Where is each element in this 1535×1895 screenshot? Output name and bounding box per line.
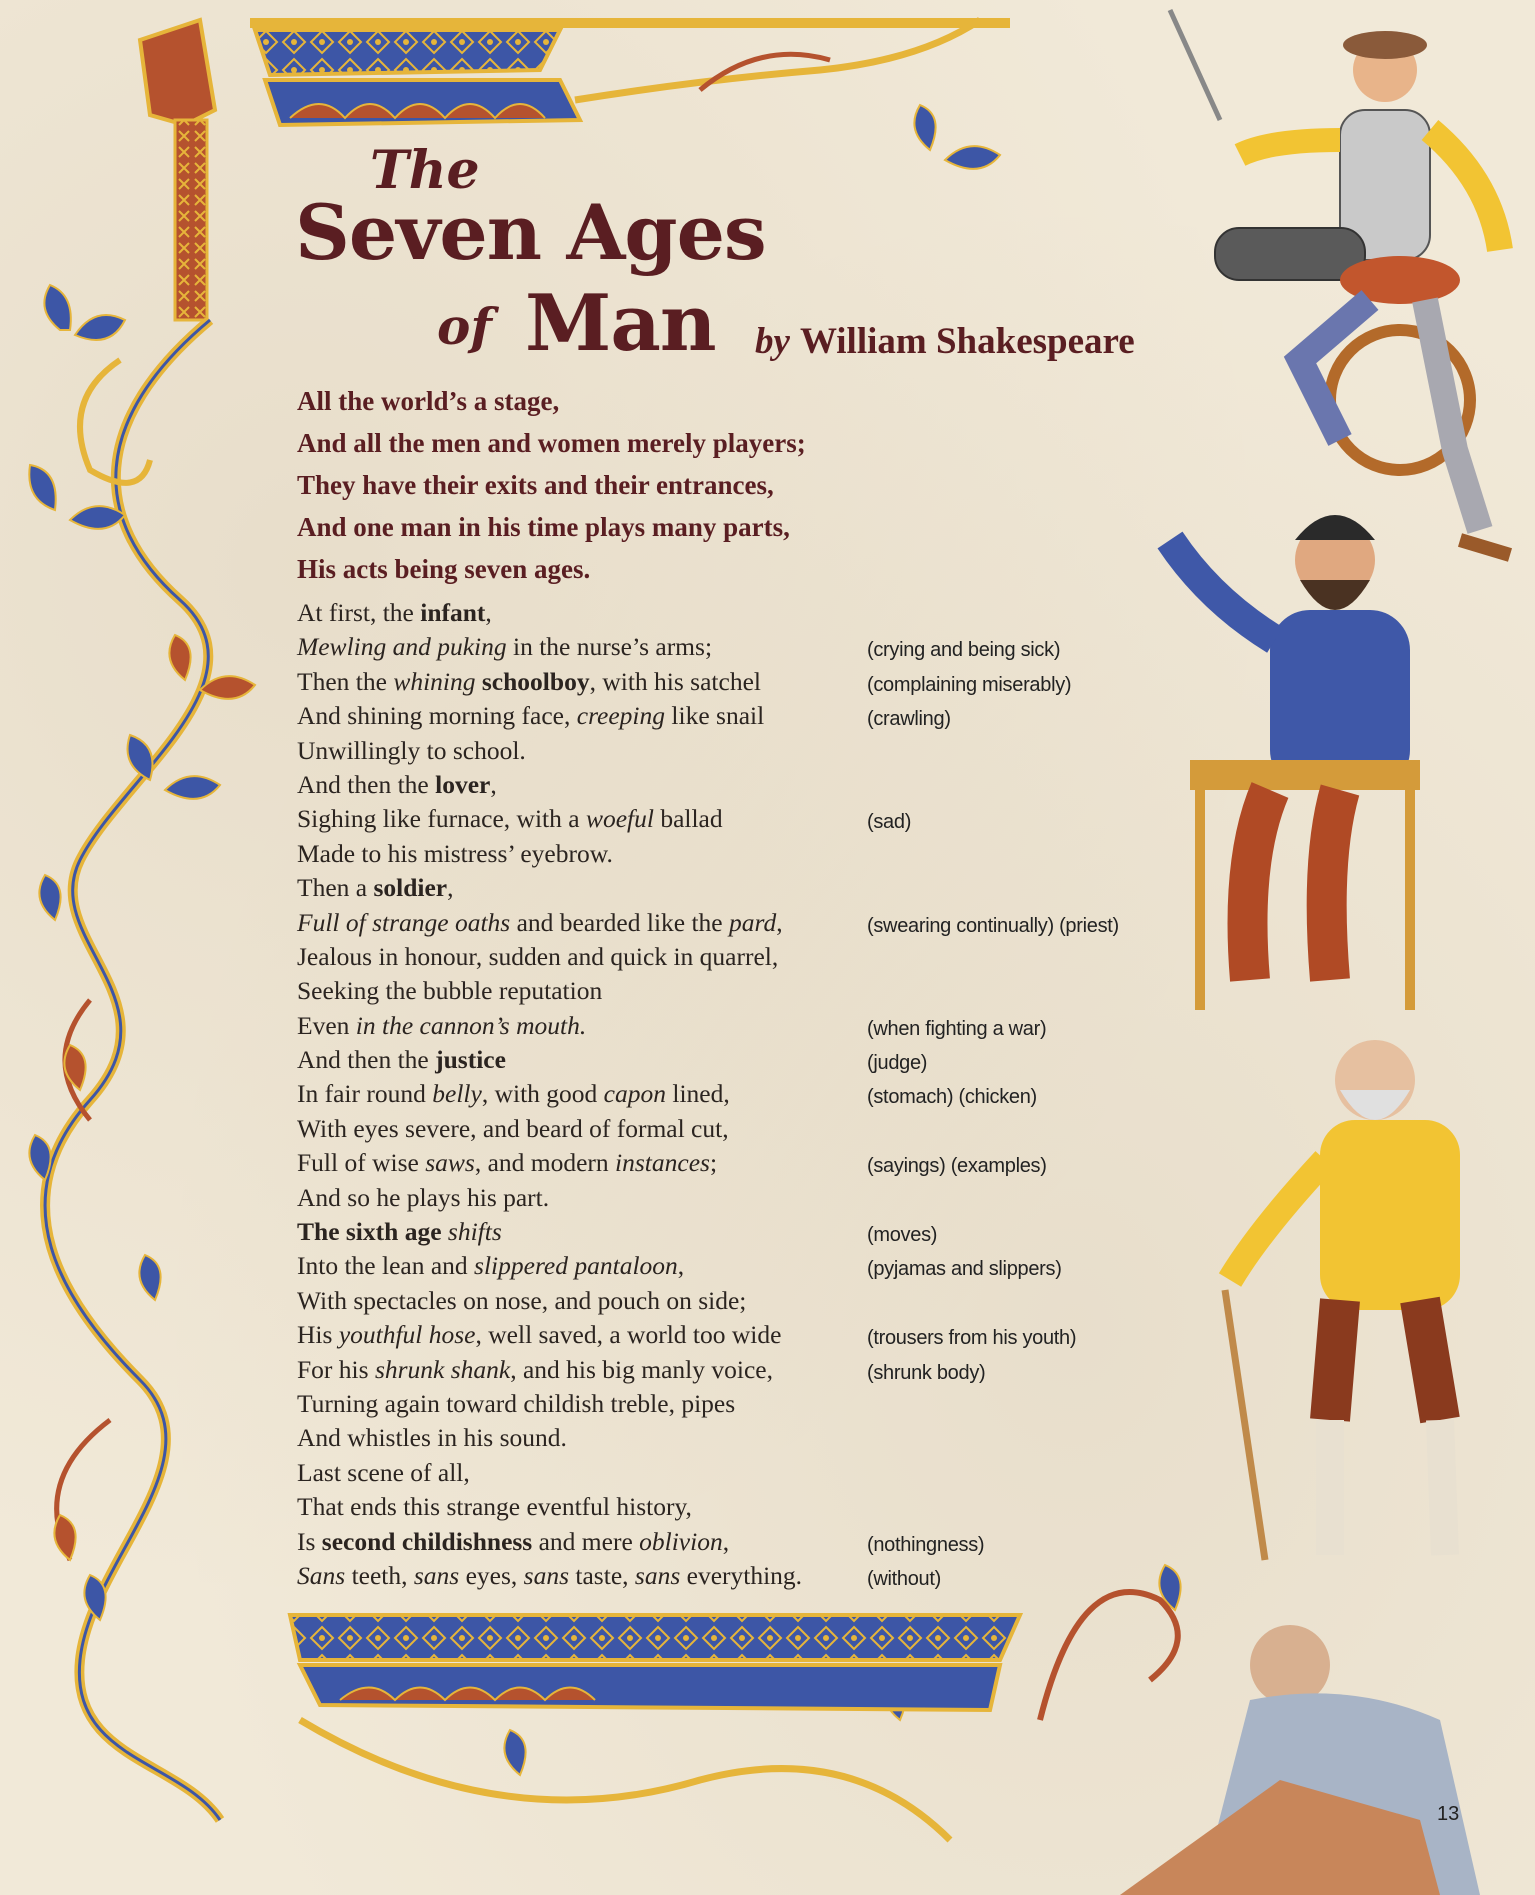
poem-line bbox=[297, 1353, 867, 1387]
poem-segment: woeful bbox=[585, 804, 654, 834]
gloss-note: (swearing continually) (priest) bbox=[867, 914, 1119, 937]
poem-line bbox=[297, 1215, 867, 1249]
justice-figure bbox=[1170, 515, 1420, 1010]
poem-row bbox=[297, 596, 1197, 630]
poem-segment: infant bbox=[420, 598, 486, 627]
title-of: of bbox=[437, 297, 492, 356]
poem-segment: , well saved, a world too wide bbox=[475, 1320, 782, 1350]
title-man: Man bbox=[525, 278, 716, 369]
poem-segment: Made to his mistress’ eyebrow. bbox=[297, 838, 613, 868]
poem-segment: And then the bbox=[297, 1045, 436, 1075]
poem-segment: pard bbox=[729, 907, 777, 937]
poem-row bbox=[297, 1181, 1197, 1215]
poem-line bbox=[297, 699, 867, 733]
poem-segment: Is bbox=[297, 1526, 322, 1556]
poem-segment: belly bbox=[432, 1079, 482, 1109]
gloss-note: (moves) bbox=[867, 1224, 938, 1247]
poem-line bbox=[297, 1112, 867, 1146]
poem-body bbox=[297, 596, 1197, 1593]
poem-segment: sans bbox=[634, 1560, 681, 1590]
poem-segment: And shining morning face, bbox=[297, 701, 577, 731]
gloss-note: (sayings) (examples) bbox=[867, 1155, 1047, 1178]
poem-segment: like snail bbox=[665, 701, 765, 731]
poem-row bbox=[297, 1318, 1197, 1352]
gloss-note: (crawling) bbox=[867, 708, 951, 731]
gloss-note: (pyjamas and slippers) bbox=[867, 1258, 1062, 1281]
poem-segment: capon bbox=[603, 1079, 666, 1109]
poem-segment: ballad bbox=[653, 804, 723, 834]
poem-row bbox=[297, 1559, 1197, 1593]
poem-row bbox=[297, 1456, 1197, 1490]
poem-line bbox=[297, 1318, 867, 1352]
poem-row bbox=[297, 1387, 1197, 1421]
poem-segment: shifts bbox=[447, 1217, 502, 1247]
poem-segment: Then a bbox=[297, 873, 374, 903]
byline bbox=[755, 320, 1135, 363]
soldier-figure bbox=[1170, 10, 1510, 555]
poem-row bbox=[297, 630, 1197, 664]
poem-segment: Last scene of all, bbox=[297, 1457, 470, 1487]
poem-segment: , bbox=[722, 1526, 730, 1556]
poem-line bbox=[297, 1490, 867, 1524]
poem-segment: taste, bbox=[569, 1560, 635, 1590]
poem-segment: Sans bbox=[297, 1560, 346, 1590]
poem-line bbox=[297, 665, 867, 699]
poem-segment: schoolboy bbox=[481, 666, 590, 696]
poem-row bbox=[297, 734, 1197, 768]
gloss-note: (crying and being sick) bbox=[867, 639, 1061, 662]
intro-line: All the world’s a stage, bbox=[297, 386, 560, 416]
poem-segment: Mewling and puking bbox=[297, 632, 507, 662]
title-seven-ages: Seven Ages bbox=[295, 188, 766, 277]
poem-row bbox=[297, 940, 1197, 974]
poem-segment: in the nurse’s arms; bbox=[506, 632, 713, 662]
poem-segment: in the cannon’s mouth. bbox=[355, 1010, 587, 1040]
old-man-figure bbox=[1120, 1625, 1480, 1895]
poem-line bbox=[297, 940, 867, 974]
poem-segment: oblivion bbox=[639, 1526, 723, 1556]
poem-segment: Then the bbox=[297, 666, 394, 696]
intro-line: And all the men and women merely players; bbox=[297, 428, 806, 458]
poem-segment: And whistles in his sound. bbox=[297, 1423, 567, 1453]
poem-line bbox=[297, 906, 867, 940]
poem-row bbox=[297, 1146, 1197, 1180]
poem-row bbox=[297, 1249, 1197, 1283]
poem-row bbox=[297, 1490, 1197, 1524]
poem-row bbox=[297, 837, 1197, 871]
poem-line bbox=[297, 1043, 867, 1077]
poem-segment: With eyes severe, and beard of formal cut, bbox=[297, 1113, 729, 1143]
poem-segment: His bbox=[297, 1320, 339, 1350]
poem-line bbox=[297, 734, 867, 768]
pantaloon-figure bbox=[1225, 1040, 1460, 1560]
poem-segment: and mere bbox=[532, 1526, 640, 1556]
poem-line bbox=[297, 1249, 867, 1283]
author-name: William Shakespeare bbox=[799, 321, 1135, 362]
intro-line: And one man in his time plays many parts, bbox=[297, 512, 790, 542]
poem-segment: Unwillingly to school. bbox=[297, 735, 526, 765]
poem-row bbox=[297, 1421, 1197, 1455]
poem-segment: , with good bbox=[481, 1079, 604, 1109]
poem-line bbox=[297, 1181, 867, 1215]
poem-segment: and bearded like the bbox=[510, 907, 729, 937]
poem-row bbox=[297, 1043, 1197, 1077]
poem-segment: The sixth age bbox=[297, 1217, 442, 1247]
poem-row bbox=[297, 802, 1197, 836]
poem-segment: justice bbox=[435, 1045, 506, 1075]
poem-segment: , bbox=[490, 769, 497, 799]
poem-segment: , bbox=[677, 1251, 685, 1281]
poem-line bbox=[297, 802, 867, 836]
poem-row bbox=[297, 768, 1197, 802]
poem-segment: With spectacles on nose, and pouch on side; bbox=[297, 1285, 747, 1315]
poem-line bbox=[297, 1525, 867, 1559]
poem-line bbox=[297, 1559, 867, 1593]
intro-line: His acts being seven ages. bbox=[297, 554, 591, 584]
poem-segment: everything. bbox=[680, 1560, 803, 1590]
poem-segment: eyes, bbox=[459, 1560, 524, 1590]
poem-segment: lover bbox=[435, 769, 491, 799]
poem-row bbox=[297, 1353, 1197, 1387]
poem-line bbox=[297, 1421, 867, 1455]
poem-segment: creeping bbox=[576, 701, 666, 731]
poem-segment: sans bbox=[523, 1560, 570, 1590]
poem-segment: Turning again toward childish treble, pipes bbox=[297, 1388, 736, 1418]
gloss-note: (trousers from his youth) bbox=[867, 1327, 1077, 1350]
gloss-note: (when fighting a war) bbox=[867, 1017, 1047, 1040]
title-the: The bbox=[370, 140, 480, 201]
poem-line bbox=[297, 768, 867, 802]
poem-segment: whining bbox=[393, 666, 476, 696]
poem-line bbox=[297, 1284, 867, 1318]
poem-segment: slippered pantaloon bbox=[474, 1251, 678, 1281]
poem-segment: soldier bbox=[373, 873, 448, 903]
intro-line: They have their exits and their entrances, bbox=[297, 470, 774, 500]
poem-segment: And so he plays his part. bbox=[297, 1182, 550, 1212]
poem-row bbox=[297, 1215, 1197, 1249]
poem-row bbox=[297, 1284, 1197, 1318]
poem-segment: teeth, bbox=[345, 1560, 414, 1590]
poem-line bbox=[297, 630, 867, 664]
poem-segment: shrunk shank bbox=[374, 1354, 511, 1384]
poem-segment: second childishness bbox=[321, 1526, 533, 1556]
gloss-note: (stomach) (chicken) bbox=[867, 1086, 1037, 1109]
poem-row bbox=[297, 974, 1197, 1008]
poem-line bbox=[297, 596, 867, 630]
poem-segment: Full of wise bbox=[297, 1148, 426, 1178]
poem-row bbox=[297, 1112, 1197, 1146]
poem-segment: , bbox=[447, 873, 454, 903]
poem-line bbox=[297, 1387, 867, 1421]
intro-stanza bbox=[297, 380, 937, 590]
poem-segment: Sighing like furnace, with a bbox=[297, 804, 586, 834]
poem-segment: ; bbox=[709, 1148, 718, 1178]
poem-segment: Into the lean and bbox=[297, 1251, 475, 1281]
poem-segment: saws bbox=[425, 1148, 475, 1178]
poem-segment: lined, bbox=[665, 1079, 730, 1109]
poem-line bbox=[297, 1077, 867, 1111]
poem-row bbox=[297, 1077, 1197, 1111]
gloss-note: (shrunk body) bbox=[867, 1361, 986, 1384]
poem-line bbox=[297, 1009, 867, 1043]
poem-segment: At first, the bbox=[297, 598, 421, 627]
poem-segment: Full of strange oaths bbox=[297, 907, 511, 937]
gloss-note: (judge) bbox=[867, 1052, 928, 1075]
byline-by: by bbox=[755, 321, 790, 362]
page-number: 13 bbox=[1437, 1803, 1460, 1825]
poem-line bbox=[297, 871, 867, 905]
poem-segment: instances bbox=[615, 1148, 710, 1178]
poem-row bbox=[297, 1525, 1197, 1559]
poem-segment: That ends this strange eventful history, bbox=[297, 1492, 692, 1522]
poem-segment: , and his big manly voice, bbox=[510, 1354, 773, 1384]
poem-segment: , bbox=[776, 907, 783, 937]
poem-line bbox=[297, 1456, 867, 1490]
gloss-note: (nothingness) bbox=[867, 1533, 985, 1556]
poem-segment: , with his satchel bbox=[589, 666, 761, 696]
poem-segment: Seeking the bubble reputation bbox=[297, 976, 603, 1006]
gloss-note: (sad) bbox=[867, 811, 912, 834]
poem-line bbox=[297, 974, 867, 1008]
poem-row bbox=[297, 906, 1197, 940]
poem-row bbox=[297, 699, 1197, 733]
poem-segment: For his bbox=[297, 1354, 375, 1384]
poem-segment: In fair round bbox=[297, 1079, 433, 1109]
poem-line bbox=[297, 1146, 867, 1180]
poem-segment: Even bbox=[297, 1010, 356, 1040]
poem-segment: , bbox=[485, 598, 492, 627]
poem-segment: , and modern bbox=[474, 1148, 616, 1178]
poem-row bbox=[297, 665, 1197, 699]
poem-line bbox=[297, 837, 867, 871]
poem-segment: sans bbox=[413, 1560, 460, 1590]
poem-row bbox=[297, 871, 1197, 905]
poem-row bbox=[297, 1009, 1197, 1043]
poem-segment: Jealous in honour, sudden and quick in quarrel, bbox=[297, 941, 779, 971]
gloss-note: (complaining miserably) bbox=[867, 673, 1072, 696]
gloss-note: (without) bbox=[867, 1567, 941, 1590]
poem-segment: youthful hose bbox=[338, 1320, 476, 1350]
poem-segment: And then the bbox=[297, 769, 436, 799]
